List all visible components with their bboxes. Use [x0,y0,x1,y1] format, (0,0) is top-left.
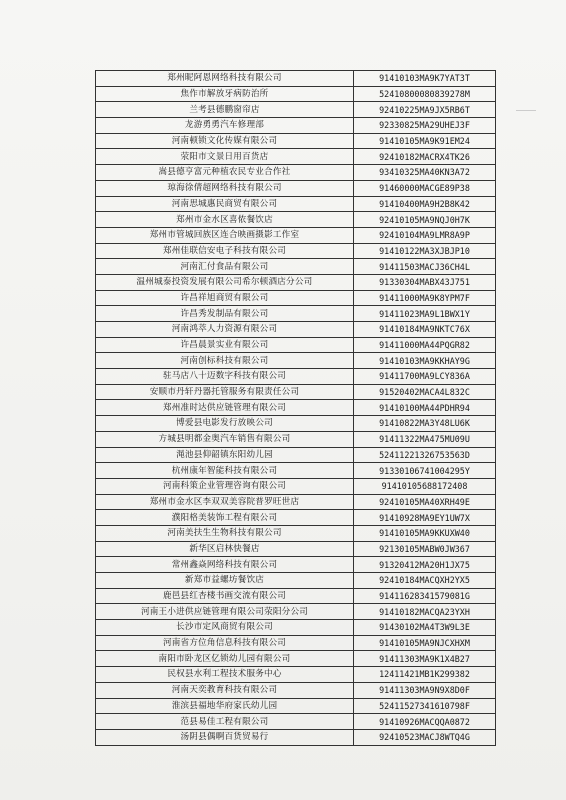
organization-name: 许昌祥旭商贸有限公司 [96,290,354,306]
organization-name: 杭州康年智能科技有限公司 [96,463,354,479]
organization-name: 河南科策企业管理咨询有限公司 [96,478,354,494]
table-row [96,227,496,243]
credit-code: 91430102MA4T3W9L3E [354,620,496,636]
table-row [96,431,496,447]
credit-code: 91410105MA9K91EM24 [354,133,496,149]
organization-name: 许昌秀发制品有限公司 [96,306,354,322]
table-row [96,196,496,212]
table-row [96,133,496,149]
credit-code: 91411303MA9N9X8D0F [354,682,496,698]
credit-code: 91410182MACQA23YXH [354,604,496,620]
credit-code: 52411221326753563D [354,447,496,463]
credit-code: 91411000MA9K8YPM7F [354,290,496,306]
organization-name: 焦作市解放牙病防治所 [96,86,354,102]
organization-name: 郑州昵阿恩网络科技有限公司 [96,71,354,87]
table-row [96,400,496,416]
table-row [96,102,496,118]
organization-name: 常州鑫焱网络科技有限公司 [96,557,354,573]
credit-code: 91410105MA9NJCXHXM [354,635,496,651]
table-row [96,306,496,322]
credit-code: 52410800080839278M [354,86,496,102]
table-row [96,651,496,667]
organization-name: 濮阳格美装饰工程有限公司 [96,510,354,526]
credit-code: 92410104MA9LMR8A9P [354,227,496,243]
table-row [96,384,496,400]
organization-name: 汤阴县偶啊百货贸易行 [96,729,354,745]
table-row [96,416,496,432]
table-row [96,71,496,87]
organization-name: 新郑市益螺坊餐饮店 [96,573,354,589]
table-row [96,259,496,275]
credit-code: 91410928MA9EY1UW7X [354,510,496,526]
credit-code: 91411303MA9K1X4B27 [354,651,496,667]
credit-code: 91410103MA9K7YAT3T [354,71,496,87]
credit-code: 92410182MACRX4TK26 [354,149,496,165]
credit-code: 91411023MA9L1BWX1Y [354,306,496,322]
table-row [96,165,496,181]
organization-name: 嵩县德亨富元种植农民专业合作社 [96,165,354,181]
organization-name: 许昌晨景实业有限公司 [96,337,354,353]
organization-name: 驻马店八十迈数字科技有限公司 [96,369,354,385]
credit-code: 91410105688172408 [354,478,496,494]
organization-name: 河南顿锁文化传媒有限公司 [96,133,354,149]
table-row [96,604,496,620]
credit-code: 92330825MA29UHEJ3F [354,118,496,134]
credit-code: 93410325MA40KN3A72 [354,165,496,181]
table-row [96,290,496,306]
credit-code: 91410103MA9KKHAY9G [354,353,496,369]
credit-code: 92410225MA9JX5RB6T [354,102,496,118]
credit-code: 91410926MACQQA0872 [354,714,496,730]
organization-name: 河南王小进供应链管理有限公司荥阳分公司 [96,604,354,620]
organization-name: 河南创标科技有限公司 [96,353,354,369]
organization-name: 渑池县仰韶镇东阳幼儿园 [96,447,354,463]
organization-name: 民权县水利工程技术服务中心 [96,667,354,683]
credit-code: 52411527341610798F [354,698,496,714]
table-row [96,463,496,479]
organization-name: 郑州市金水区喜侬餐饮店 [96,212,354,228]
table-row [96,494,496,510]
table-row [96,573,496,589]
credit-code: 92130105MABW0JW367 [354,541,496,557]
table-row [96,180,496,196]
organization-name: 鹿邑县红杏楼书画交流有限公司 [96,588,354,604]
organization-name: 方城县明都金奥汽车销售有限公司 [96,431,354,447]
table-row [96,212,496,228]
margin-mark [516,110,536,117]
table-row [96,698,496,714]
table-row [96,635,496,651]
table-row [96,667,496,683]
organization-name: 河南鸿萃人力资源有限公司 [96,322,354,338]
table-row [96,478,496,494]
credit-code: 91411000MA44PQGR82 [354,337,496,353]
organization-table-body [96,71,496,746]
organization-name: 安顺市丹轩丹器托管服务有限责任公司 [96,384,354,400]
organization-name: 郑州市金水区李双双美容院普罗旺世店 [96,494,354,510]
organization-name: 长沙市定风商贸有限公司 [96,620,354,636]
table-row [96,243,496,259]
credit-code: 91410105MA9KKUXW40 [354,525,496,541]
organization-name: 河南省方位角信息科技有限公司 [96,635,354,651]
credit-code: 91411700MA9LCY836A [354,369,496,385]
table-row [96,337,496,353]
credit-code: 92410105MA40XRH49E [354,494,496,510]
credit-code: 92410184MACQXH2YX5 [354,573,496,589]
table-row [96,510,496,526]
organization-name: 淮滨县福地华府家氏幼儿园 [96,698,354,714]
table-row [96,369,496,385]
credit-code: 91410100MA44PDHR94 [354,400,496,416]
table-row [96,525,496,541]
credit-code: 92410105MA9NQJ0H7K [354,212,496,228]
table-row [96,447,496,463]
credit-code: 91411503MACJ36CH4L [354,259,496,275]
organization-name: 范县易佳工程有限公司 [96,714,354,730]
organization-name: 河南天奕教育科技有限公司 [96,682,354,698]
organization-table [95,70,496,746]
credit-code: 91411322MA475MU09U [354,431,496,447]
organization-name: 南阳市卧龙区亿锁幼儿园有限公司 [96,651,354,667]
organization-name: 郑州佳联信安电子科技有限公司 [96,243,354,259]
table-row [96,714,496,730]
table-row [96,149,496,165]
organization-name: 郑州准时达供应链管理有限公司 [96,400,354,416]
organization-name: 河南汇付食品有限公司 [96,259,354,275]
credit-code: 91330106741004295Y [354,463,496,479]
organization-name: 温州城泰投资发展有限公司希尔顿酒店分公司 [96,274,354,290]
table-row [96,541,496,557]
organization-name: 郑州市管城回族区连合映画摄影工作室 [96,227,354,243]
table-row [96,557,496,573]
table-row [96,118,496,134]
credit-code: 12411421MB1K299382 [354,667,496,683]
table-row [96,682,496,698]
table-row [96,274,496,290]
credit-code: 91460000MACGE89P38 [354,180,496,196]
credit-code: 91410400MA9H2B8K42 [354,196,496,212]
organization-name: 博爱县电影发行放映公司 [96,416,354,432]
table-row [96,322,496,338]
credit-code: 91410822MA3Y48LU6K [354,416,496,432]
credit-code: 91411628341579081G [354,588,496,604]
organization-name: 新华区启林快餐店 [96,541,354,557]
table-row [96,620,496,636]
table-row [96,86,496,102]
organization-name: 琼海徐倩超网络科技有限公司 [96,180,354,196]
credit-code: 91320412MA20H1JX75 [354,557,496,573]
organization-name: 荥阳市文景日用百货店 [96,149,354,165]
table-row [96,588,496,604]
credit-code: 91410184MA9NKTC76X [354,322,496,338]
credit-code: 91330304MABX43J751 [354,274,496,290]
organization-name: 河南美扶生生物科技有限公司 [96,525,354,541]
credit-code: 91520402MACA4L832C [354,384,496,400]
credit-code: 91410122MA3XJBJP10 [354,243,496,259]
organization-name: 河南思城惠民商贸有限公司 [96,196,354,212]
table-row [96,729,496,745]
organization-name: 龙游勇勇汽车修理部 [96,118,354,134]
organization-name: 兰考县德鹏窗帘店 [96,102,354,118]
table-row [96,353,496,369]
credit-code: 92410523MACJ8WTQ4G [354,729,496,745]
